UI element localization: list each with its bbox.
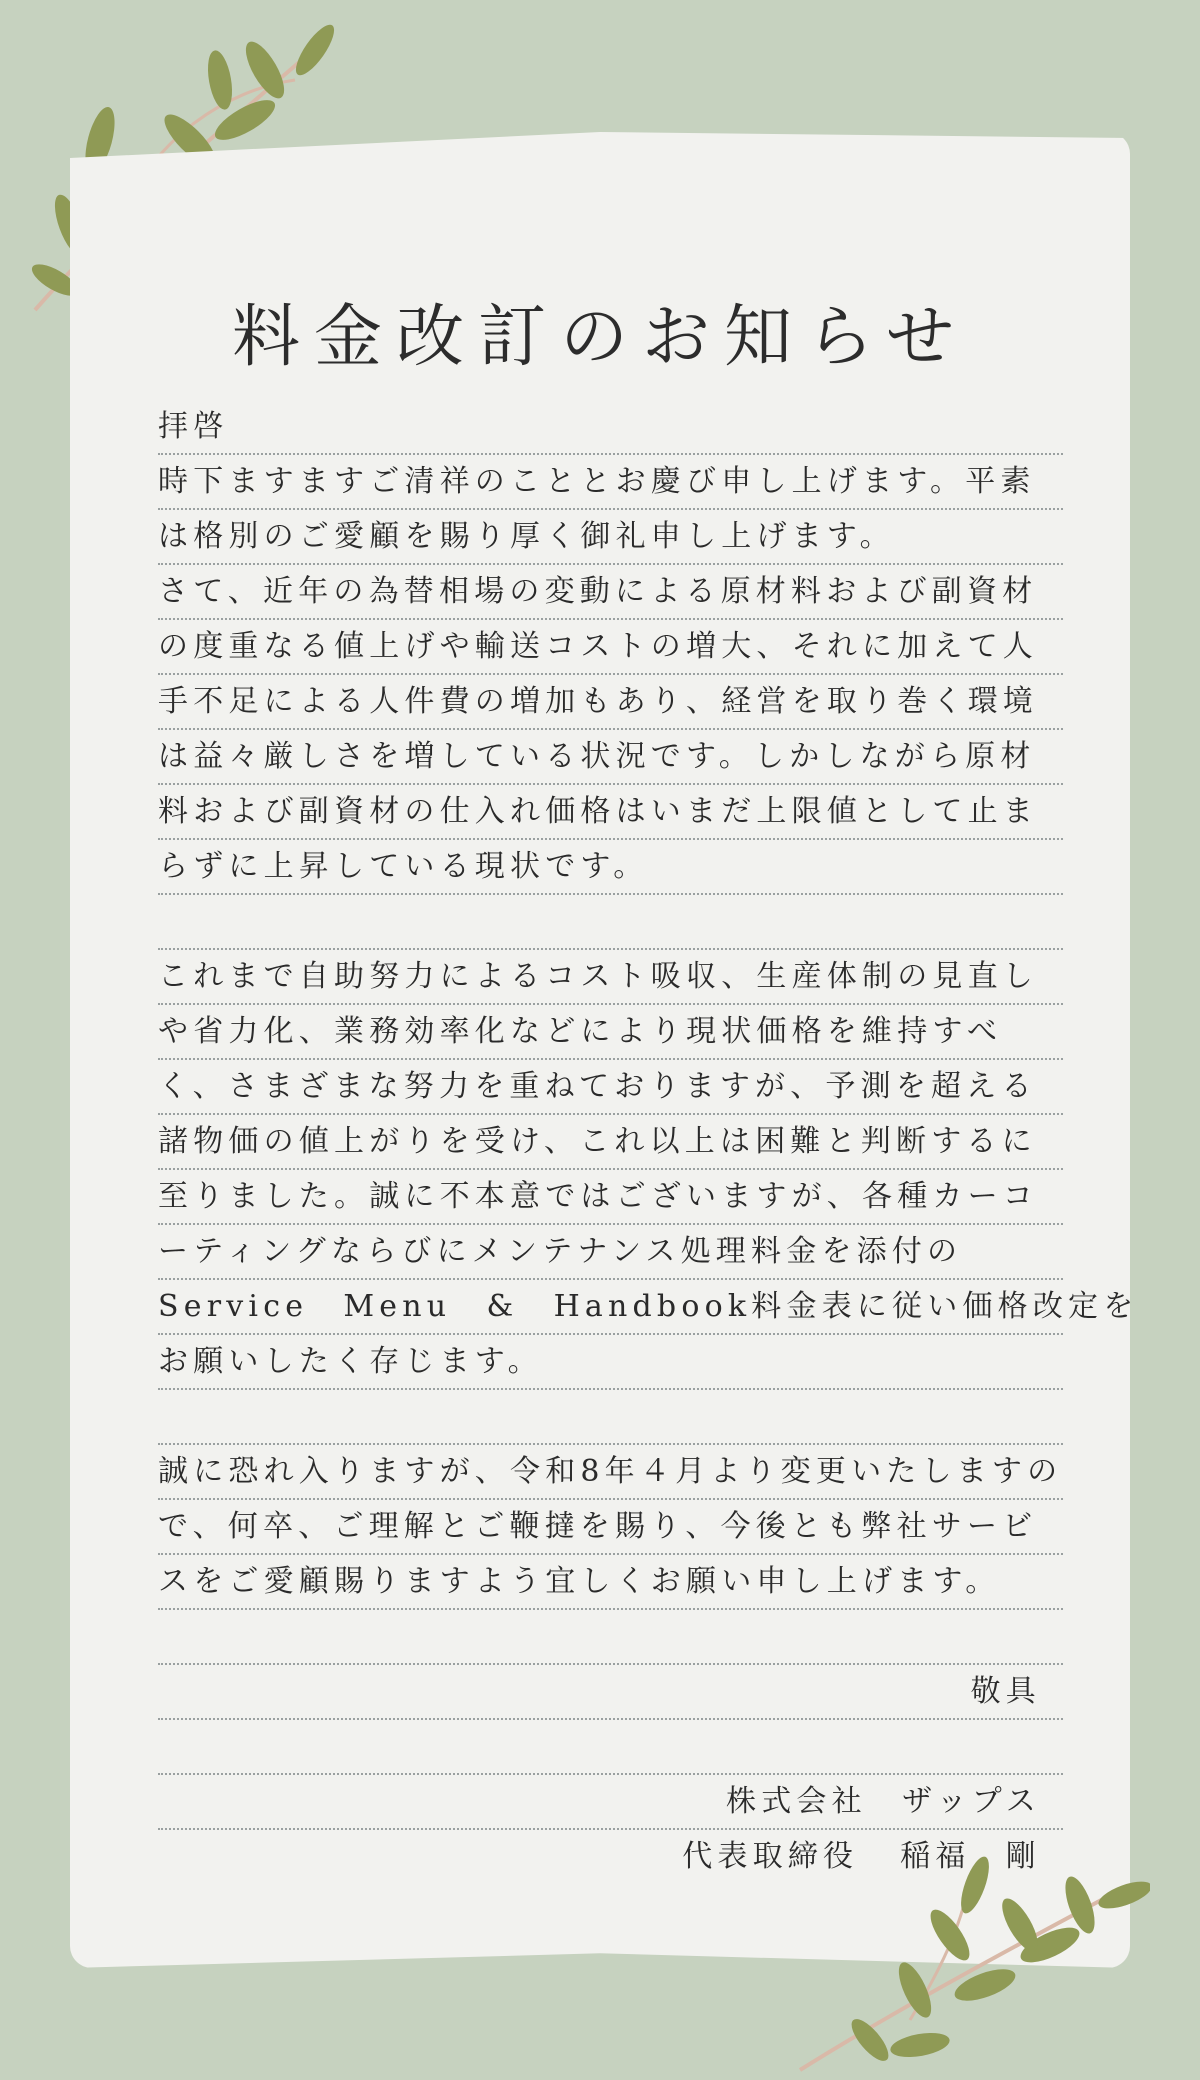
blank-line xyxy=(158,1720,1063,1775)
letter-line: Service Menu & Handbook料金表に従い価格改定を xyxy=(158,1280,1063,1335)
signatory-title: 代表取締役 xyxy=(682,1839,859,1874)
signatory-name: 稲福 剛 xyxy=(900,1839,1041,1874)
letter-line: ーティングならびにメンテナンス処理料金を添付の xyxy=(158,1225,1063,1280)
letter-line: の度重なる値上げや輸送コストの増大、それに加えて人 xyxy=(158,620,1063,675)
letter-line: は格別のご愛顧を賜り厚く御礼申し上げます。 xyxy=(158,510,1063,565)
signatory xyxy=(158,1830,1063,1883)
letter-line: お願いしたく存じます。 xyxy=(158,1335,1063,1390)
blank-line xyxy=(158,1390,1063,1445)
letter-line: 誠に恐れ入りますが、令和8年４月より変更いたしますの xyxy=(158,1445,1063,1500)
blank-line xyxy=(158,895,1063,950)
blank-line xyxy=(158,1610,1063,1665)
letter-lines xyxy=(158,400,1139,1665)
company-name: 株式会社 ザップス xyxy=(158,1775,1063,1830)
letter-line: らずに上昇している現状です。 xyxy=(158,840,1063,895)
letter-line: は益々厳しさを増している状況です。しかしながら原材 xyxy=(158,730,1063,785)
closing-word: 敬具 xyxy=(158,1665,1063,1720)
letter-line: スをご愛顧賜りますよう宜しくお願い申し上げます。 xyxy=(158,1555,1063,1610)
page-title: 料金改訂のお知らせ xyxy=(232,297,968,377)
letter-line: 時下ますますご清祥のこととお慶び申し上げます。平素 xyxy=(158,455,1063,510)
letter-line: く、さまざまな努力を重ねておりますが、予測を超える xyxy=(158,1060,1063,1115)
letter-line: 料および副資材の仕入れ価格はいまだ上限値として止ま xyxy=(158,785,1063,840)
letter-line: これまで自助努力によるコスト吸収、生産体制の見直し xyxy=(158,950,1063,1005)
letter-line: 諸物価の値上がりを受け、これ以上は困難と判断するに xyxy=(158,1115,1063,1170)
letter-line: 拝啓 xyxy=(158,400,1063,455)
letter-line: や省力化、業務効率化などにより現状価格を維持すべ xyxy=(158,1005,1063,1060)
letter-line: さて、近年の為替相場の変動による原材料および副資材 xyxy=(158,565,1063,620)
letter-line: で、何卒、ご理解とご鞭撻を賜り、今後とも弊社サービ xyxy=(158,1500,1063,1555)
letter-line: 至りました。誠に不本意ではございますが、各種カーコ xyxy=(158,1170,1063,1225)
letter-line: 手不足による人件費の増加もあり、経営を取り巻く環境 xyxy=(158,675,1063,730)
letter-body xyxy=(158,400,1139,1883)
leaf-sprig-bottom-right xyxy=(790,1850,1150,2075)
